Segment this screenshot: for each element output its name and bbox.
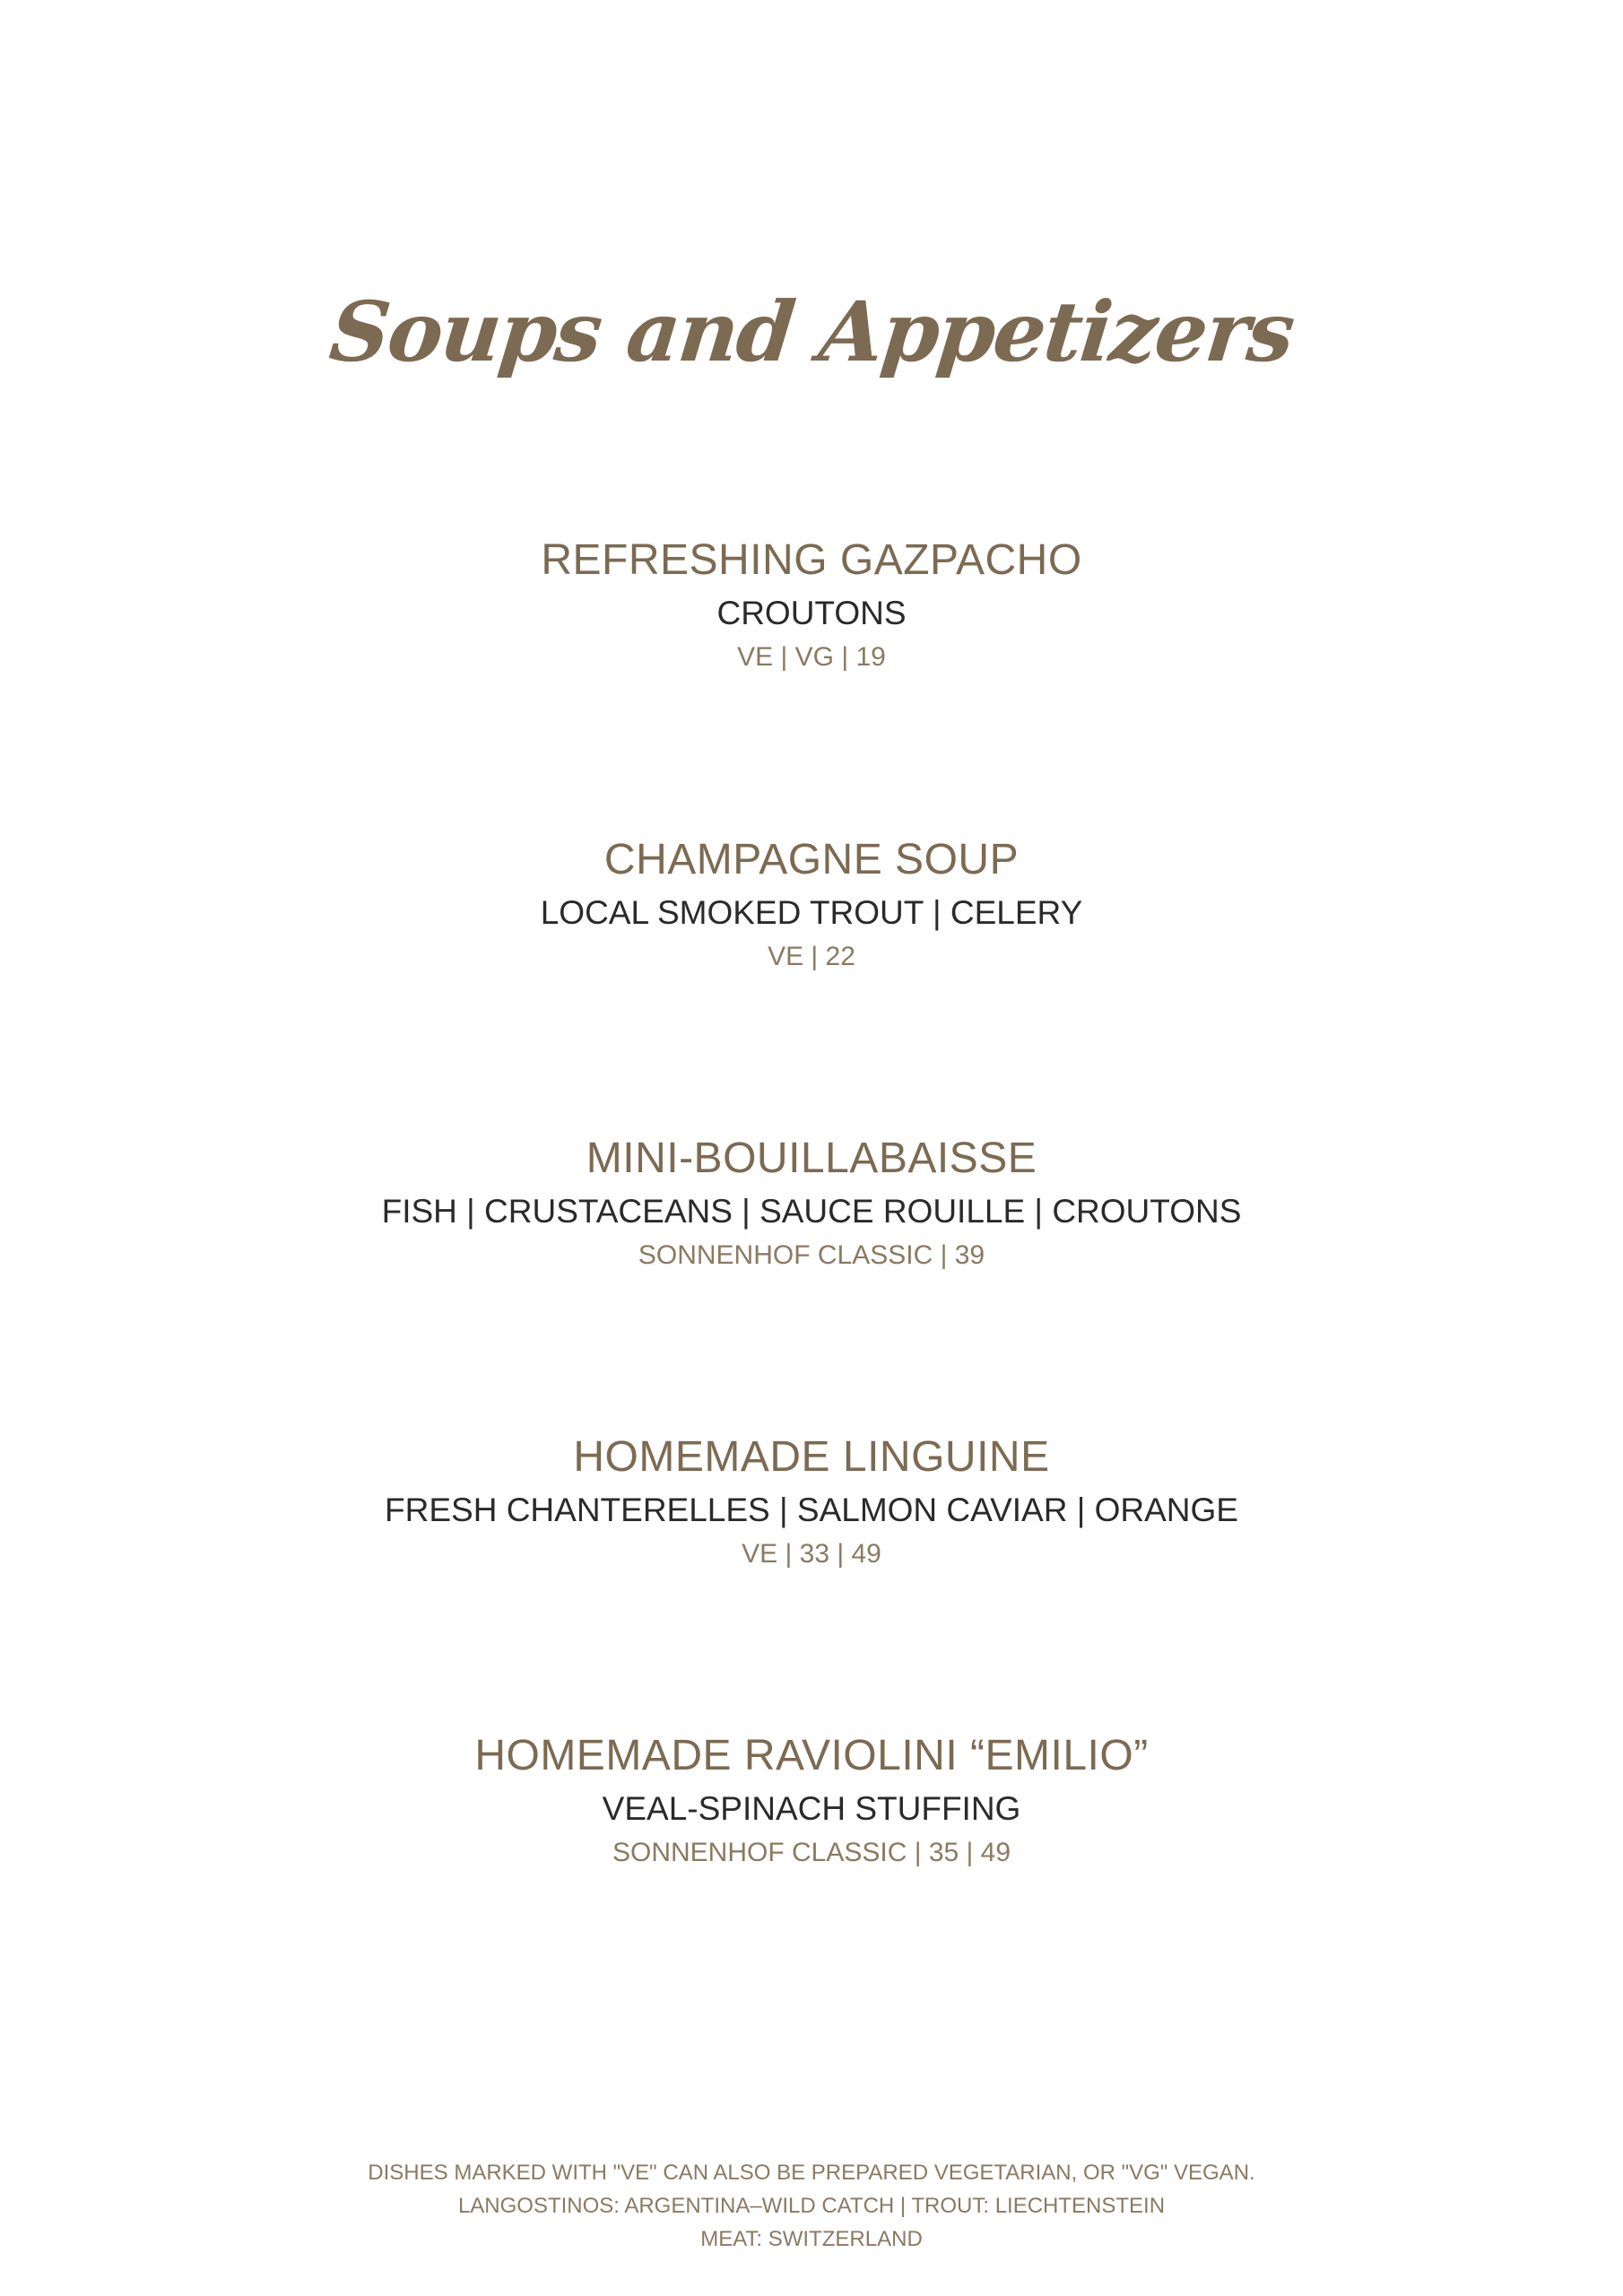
menu-item-linguine [0, 1430, 1623, 1575]
menu-item-gazpacho [0, 533, 1623, 678]
menu-item-description: CROUTONS [716, 595, 907, 631]
menu-item-name: REFRESHING GAZPACHO [541, 536, 1082, 584]
footer-line-origin-meat: MEAT: SWITZERLAND [700, 2227, 923, 2251]
footer-line-origin-fish: LANGOSTINOS: ARGENTINA–WILD CATCH | TROUT: LIECHTENSTEIN [457, 2194, 1166, 2218]
footer-notes [0, 2156, 1623, 2256]
footer-line-dietary: DISHES MARKED WITH "VE" CAN ALSO BE PREPARED VEGETARIAN, OR "VG" VEGAN. [368, 2161, 1255, 2185]
menu-item-description: VEAL-SPINACH STUFFING [602, 1790, 1021, 1827]
menu-item-description: LOCAL SMOKED TROUT | CELERY [540, 894, 1083, 931]
menu-item-meta: VE | 33 | 49 [742, 1539, 881, 1569]
menu-item-meta: SONNENHOF CLASSIC | 35 | 49 [612, 1838, 1011, 1867]
menu-item-meta: VE | 22 [768, 942, 855, 971]
menu-item-raviolini [0, 1728, 1623, 1874]
menu-item-name: HOMEMADE LINGUINE [573, 1433, 1050, 1481]
menu-item-description: FISH | CRUSTACEANS | SAUCE ROUILLE | CROUTONS [381, 1193, 1242, 1230]
menu-item-meta: SONNENHOF CLASSIC | 39 [638, 1240, 985, 1270]
menu-item-champagne-soup [0, 832, 1623, 978]
menu-item-name: CHAMPAGNE SOUP [603, 836, 1020, 883]
menu-item-name: MINI-BOUILLABAISSE [586, 1135, 1037, 1182]
menu-item-meta: VE | VG | 19 [737, 642, 886, 672]
page-title: Soups and Appetizers [325, 283, 1298, 380]
menu-item-name: HOMEMADE RAVIOLINI “EMILIO” [474, 1732, 1149, 1779]
menu-item-bouillabaisse [0, 1131, 1623, 1276]
menu-item-description: FRESH CHANTERELLES | SALMON CAVIAR | ORANGE [385, 1492, 1238, 1528]
